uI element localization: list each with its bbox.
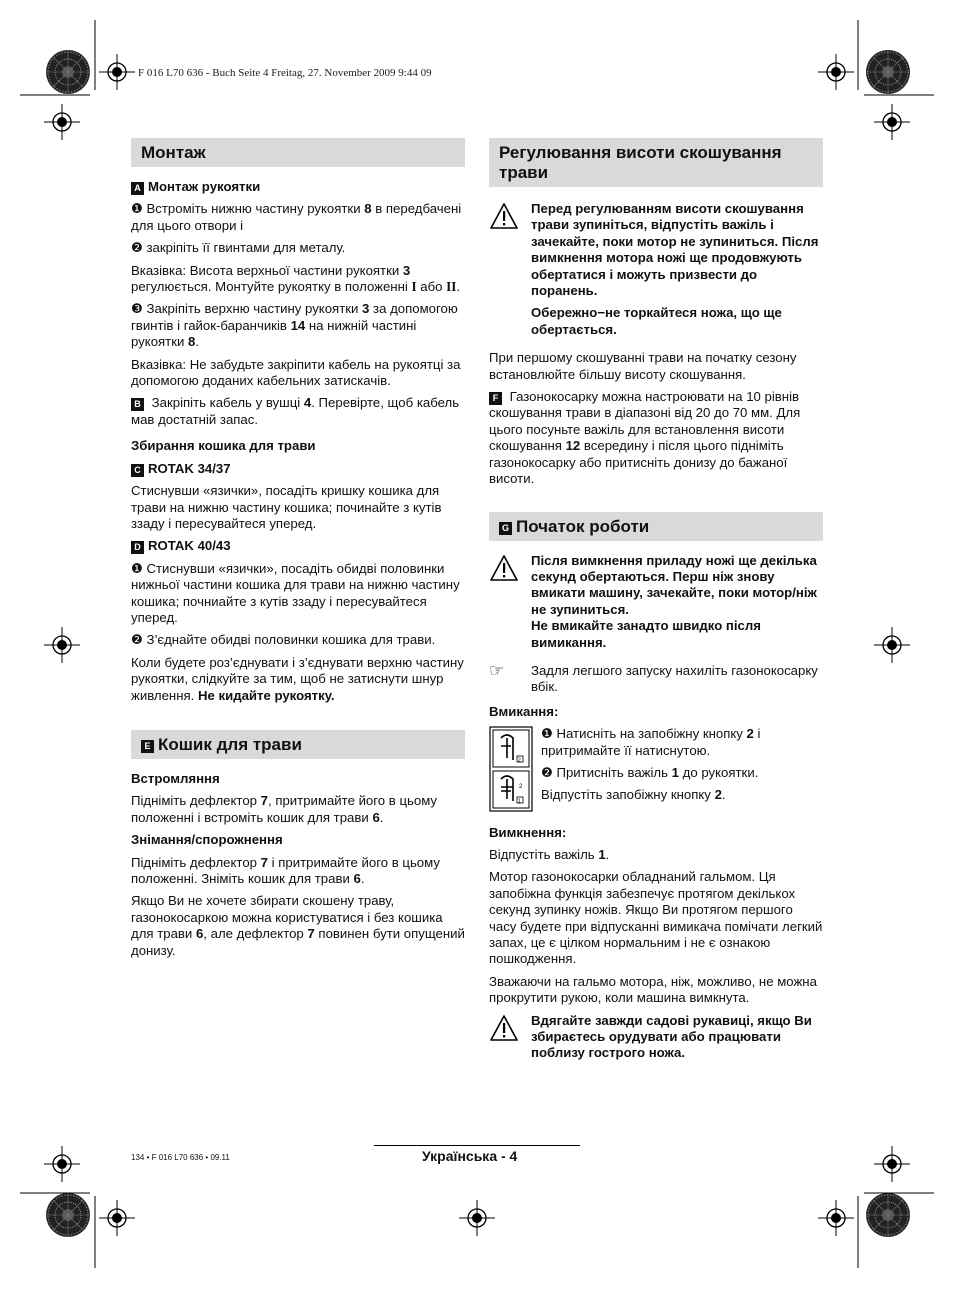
svg-text:2: 2 bbox=[519, 784, 523, 791]
subsection-rotak-34-37: C ROTAK 34/37 bbox=[131, 461, 465, 477]
footer-rule bbox=[374, 1145, 580, 1146]
figure-letter: A bbox=[131, 182, 144, 195]
warning-block: Перед регулюванням висоти скошування трави зупиніться, відпустіть важіль і зачекайте, поки мотор не зупиниться. Після вимкнення мотора ножі ще продовжують обертатися і можуть призвести до поранень. Обережно−не торкайтеся ножа, що ще обертається. bbox=[489, 201, 823, 344]
subsection-handle-assembly: A Монтаж рукоятки bbox=[131, 179, 465, 195]
switch-on-block bbox=[489, 726, 823, 816]
paragraph: Коли будете роз’єднувати і з’єднувати верхню частину рукоятки, слідкуйте за тим, щоб не затиснути шнур живлення. Не кидайте рукоятку. bbox=[131, 654, 464, 703]
figure-letter: C bbox=[131, 464, 144, 477]
paragraph: Стиснувши «язички», посадіть кришку кошика для трави на нижню частину кошика; починайте з кутів ззаду і пересувайтеся уперед. bbox=[131, 483, 442, 531]
right-column bbox=[489, 138, 823, 1074]
warning-block: Після вимкнення приладу ножі ще декілька секунд обертаються. Перш ніж знову вмикати машину, зачекайте, поки мотор/ніж не зупиниться. Не вмикайте занадто швидко після вимикання. bbox=[489, 553, 823, 657]
paragraph: ❶ Стиснувши «язички», посадіть обидві половинки нижньої частини кошика для трави на нижню частину кошика; почниайте з кутів ззаду і пересувайтеся уперед. bbox=[131, 560, 460, 625]
print-header: F 016 L70 636 - Buch Seite 4 Freitag, 27. November 2009 9:44 09 bbox=[138, 67, 432, 79]
figure-letter: D bbox=[131, 541, 144, 554]
subsection-grass-box-assembly: Збирання кошика для трави bbox=[131, 438, 316, 454]
warning-triangle-icon bbox=[489, 553, 531, 657]
section-title-cutting-height: Регулювання висоти скошування трави bbox=[489, 138, 823, 187]
warning-triangle-icon bbox=[489, 1013, 531, 1068]
section-title-start: G Початок роботи bbox=[489, 512, 823, 541]
figure-letter: B bbox=[131, 398, 144, 411]
paragraph: Мотор газонокосарки обладнаний гальмом. Ця запобіжна функція забезпечує протягом декількох секунд зупинку ножів. Якщо Ви протягом першого часу будете при відпусканні вимикача помічати легкий запах, це є цілком нормальним і не є ознакою пошкодження. bbox=[489, 869, 823, 967]
paragraph: ❸ Закріпіть верхню частину рукоятки 3 за допомогою гвинтів і гайок-баранчиків 14 на нижній частині рукоятки 8. bbox=[131, 301, 458, 350]
switch-handle-icon bbox=[489, 726, 541, 816]
paragraph: ❶ Натисніть на запобіжну кнопку 2 і притримайте її натиснутою. bbox=[541, 726, 761, 758]
svg-text:1: 1 bbox=[518, 798, 521, 805]
subsection-switch-on: Вмикання: bbox=[489, 703, 559, 719]
left-column bbox=[131, 138, 465, 965]
paragraph: F Газонокосарку можна настроювати на 10 рівнів скошування трави в діапазоні від 20 до 70 мм. Для цього посуньте важіль для встановлення висоти скошування 12 всередину і після цього підніміть газонокосарку або притисніть донизу до бажаної висоти. bbox=[489, 389, 801, 487]
section-title-grass-box: E Кошик для трави bbox=[131, 730, 465, 759]
warning-triangle-icon bbox=[489, 201, 531, 344]
footer-code: 134 • F 016 L70 636 • 09.11 bbox=[131, 1153, 230, 1162]
paragraph: Відпустіть запобіжну кнопку 2. bbox=[541, 787, 726, 803]
paragraph: ❷ закріпіть її гвинтами для металу. bbox=[131, 240, 346, 256]
subsection-insert: Встромляння bbox=[131, 770, 220, 786]
figure-letter: F bbox=[489, 392, 502, 405]
subsection-remove: Знімання/спорожнення bbox=[131, 832, 283, 848]
paragraph: ❷ Притисніть важіль 1 до рукоятки. bbox=[541, 764, 759, 780]
paragraph: Зважаючи на гальмо мотора, ніж, можливо, не можна прокрутити рукою, коли машина вимкнута. bbox=[489, 973, 817, 1006]
section-title-montazh: Монтаж bbox=[131, 138, 465, 167]
tip-block: ☞ Задля легшого запуску нахиліть газонокосарку вбік. bbox=[489, 660, 818, 695]
svg-text:2: 2 bbox=[518, 757, 521, 764]
figure-letter: G bbox=[499, 522, 512, 535]
figure-letter: E bbox=[141, 740, 154, 753]
subsection-rotak-40-43: D ROTAK 40/43 bbox=[131, 538, 465, 554]
paragraph: ❷ З’єднайте обидві половинки кошика для трави. bbox=[131, 632, 436, 648]
footer-page-title: Українська - 4 bbox=[422, 1148, 518, 1164]
subsection-switch-off: Вимкнення: bbox=[489, 824, 567, 840]
paragraph: ❶ Встроміть нижню частину рукоятки 8 в передбачені для цього отвори і bbox=[131, 201, 462, 233]
pointing-hand-icon: ☞ bbox=[489, 660, 505, 680]
paragraph: Якщо Ви не хочете збирати скошену траву, газонокосаркою можна користуватися і без кошика для трави 6, але дефлектор 7 повинен бути опущений донизу. bbox=[131, 893, 465, 958]
paragraph: Вказівка: Висота верхньої частини рукоятки 3 регулюється. Монтуйте рукоятку в положенні I або II. bbox=[131, 262, 461, 295]
paragraph: B Закріпіть кабель у вушці 4. Перевірте, щоб кабель мав достатній запас. bbox=[131, 395, 460, 427]
paragraph: Підніміть дефлектор 7 і притримайте його в цьому положенні. Зніміть кошик для трави 6. bbox=[131, 854, 440, 886]
warning-block: Вдягайте завжди садові рукавиці, якщо Ви збираєтесь орудувати або працювати поблизу гострого ножа. bbox=[489, 1013, 823, 1068]
paragraph: Відпустіть важіль 1. bbox=[489, 846, 610, 862]
paragraph: Вказівка: Не забудьте закріпити кабель на рукоятці за допомогою доданих кабельних затискачів. bbox=[131, 356, 461, 389]
paragraph: При першому скошуванні трави на початку сезону встановлюйте більшу висоту скошування. bbox=[489, 350, 797, 382]
paragraph: Підніміть дефлектор 7, притримайте його в цьому положенні і встроміть кошик для трави 6. bbox=[131, 793, 438, 825]
